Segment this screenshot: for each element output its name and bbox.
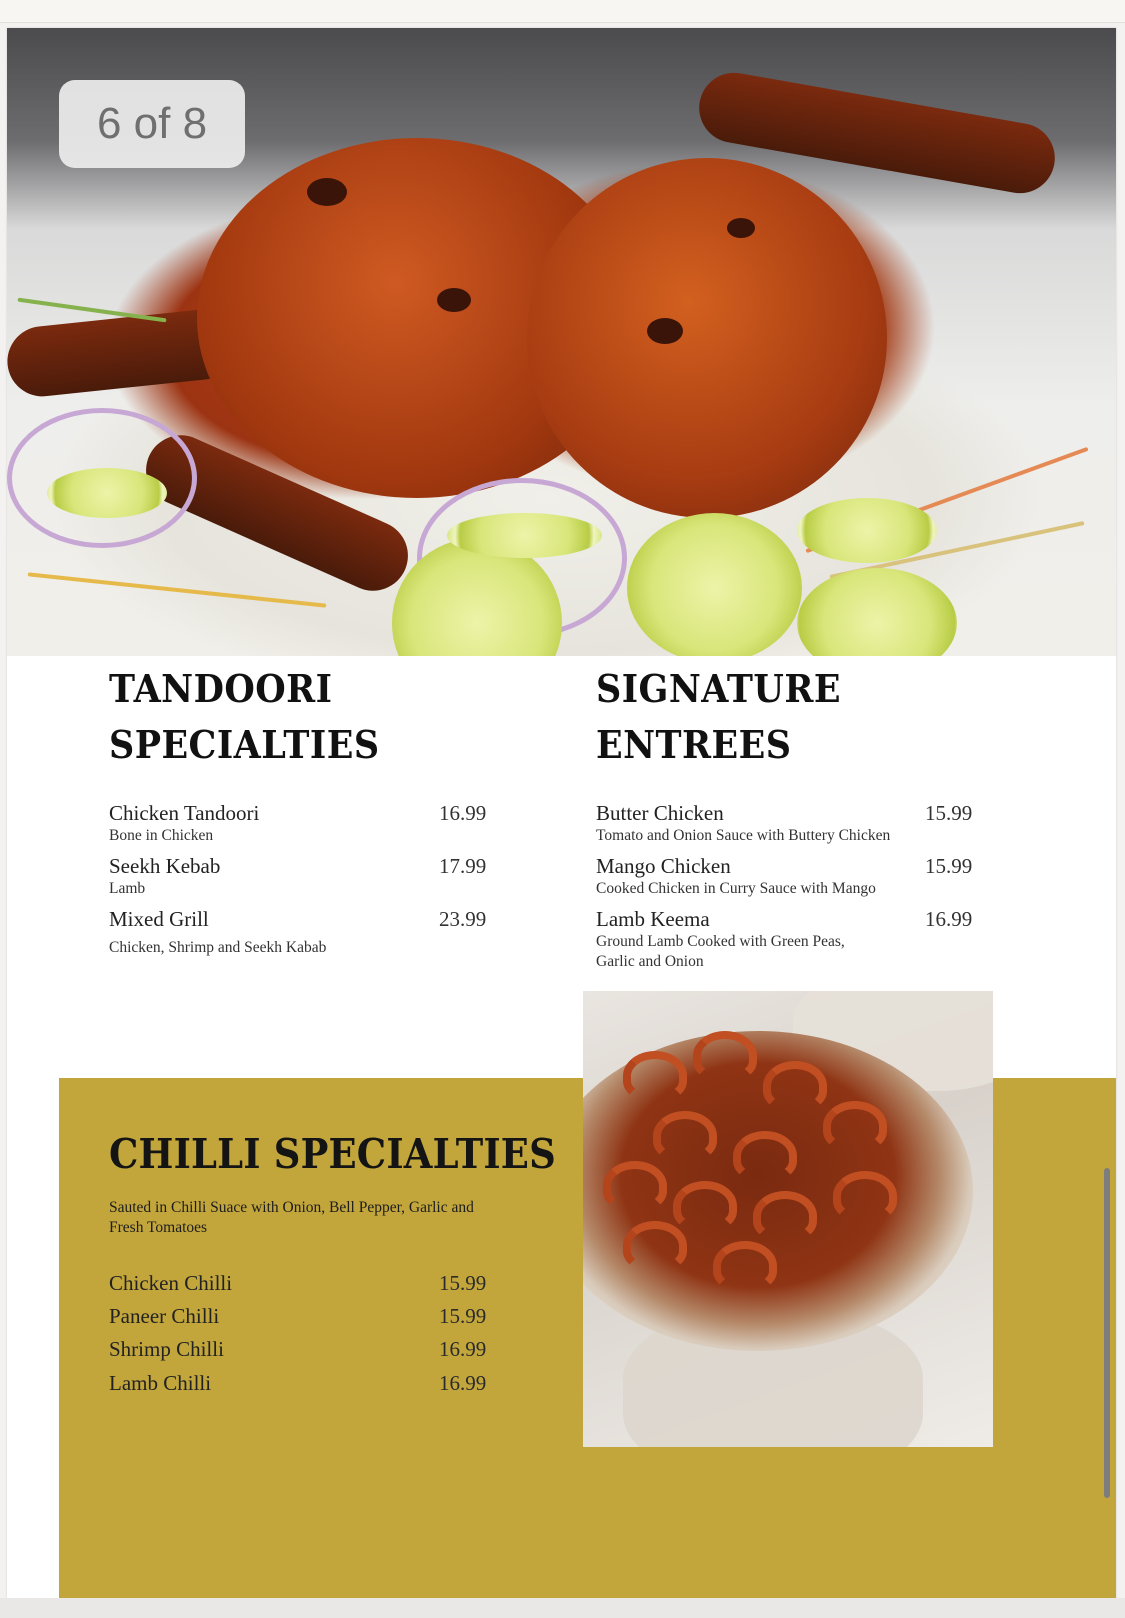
- item-price: 17.99: [439, 854, 487, 878]
- item-name: Butter Chicken: [596, 801, 724, 825]
- signature-section-title: [596, 661, 841, 773]
- tandoori-title-line2: SPECIALTIES: [109, 722, 380, 767]
- menu-item: [109, 800, 259, 846]
- shrimp: [823, 1101, 887, 1151]
- item-description: Lamb: [109, 880, 146, 897]
- chilli-menu-item: [109, 1271, 489, 1301]
- item-price: 16.99: [439, 1371, 487, 1395]
- item-price: 16.99: [439, 801, 487, 825]
- item-name: Seekh Kebab: [109, 854, 221, 878]
- chilli-menu-item: [109, 1304, 489, 1334]
- char-mark: [307, 178, 347, 206]
- shrimp: [763, 1061, 827, 1111]
- lime-slice: [627, 513, 802, 656]
- item-description: Garlic and Onion: [596, 953, 704, 970]
- chilli-shrimp-photo: [583, 991, 993, 1447]
- menu-item: [109, 853, 220, 899]
- chicken-body-right: [527, 158, 887, 518]
- chilli-desc-line2: Fresh Tomatoes: [109, 1219, 208, 1236]
- signature-title-line1: SIGNATURE: [596, 666, 841, 711]
- shrimp: [673, 1181, 737, 1231]
- item-name: Lamb Keema: [596, 907, 710, 931]
- chilli-desc-line1: Sauted in Chilli Suace with Onion, Bell Pepper, Garlic and: [109, 1199, 474, 1216]
- viewer-bottom-bar: [0, 1598, 1125, 1618]
- shrimp: [603, 1161, 667, 1211]
- item-price: 15.99: [925, 801, 973, 825]
- menu-item: [109, 906, 326, 958]
- lime-slice: [447, 513, 602, 558]
- item-price: 15.99: [439, 1304, 487, 1328]
- char-mark: [647, 318, 683, 344]
- signature-title-line2: ENTREES: [596, 722, 792, 767]
- shrimp: [833, 1171, 897, 1221]
- chilli-section-description: [109, 1198, 509, 1238]
- item-name: Chicken Tandoori: [109, 801, 260, 825]
- cabbage-slaw: [28, 572, 327, 607]
- item-name: Chicken Chilli: [109, 1271, 233, 1295]
- item-name: Mango Chicken: [596, 854, 731, 878]
- item-price: 15.99: [439, 1271, 487, 1295]
- item-name: Paneer Chilli: [109, 1304, 220, 1328]
- page-counter-text: 6 of 8: [96, 99, 208, 148]
- tandoori-section-title: [109, 661, 380, 773]
- shrimp: [623, 1221, 687, 1271]
- item-name: Mixed Grill: [109, 907, 209, 931]
- item-name: Shrimp Chilli: [109, 1337, 224, 1361]
- lime-slice: [797, 498, 937, 563]
- viewer-top-bar: [0, 0, 1125, 23]
- page-counter-badge: [59, 80, 245, 168]
- item-description: Tomato and Onion Sauce with Buttery Chicken: [596, 827, 891, 844]
- item-price: 23.99: [439, 907, 487, 931]
- tandoori-title-line1: TANDOORI: [109, 666, 333, 711]
- chilli-menu-item: [109, 1337, 489, 1367]
- shrimp: [713, 1241, 777, 1291]
- item-description: Bone in Chicken: [109, 827, 214, 844]
- item-price: 15.99: [925, 854, 973, 878]
- item-description: Cooked Chicken in Curry Sauce with Mango: [596, 880, 876, 897]
- item-description: Ground Lamb Cooked with Green Peas,: [596, 933, 845, 950]
- tandoori-chicken-photo: [7, 28, 1116, 656]
- menu-page: [7, 28, 1116, 1598]
- shrimp: [623, 1051, 687, 1101]
- menu-item: [596, 800, 890, 846]
- item-name: Lamb Chilli: [109, 1371, 212, 1395]
- item-price: 16.99: [925, 907, 973, 931]
- chilli-menu-item: [109, 1371, 489, 1401]
- vertical-scrollbar[interactable]: [1104, 1168, 1110, 1498]
- item-price: 16.99: [439, 1337, 487, 1361]
- shrimp: [653, 1111, 717, 1161]
- lime-slice: [797, 568, 957, 656]
- lime-slice: [47, 468, 167, 518]
- item-description: Chicken, Shrimp and Seekh Kabab: [109, 939, 327, 956]
- shrimp: [733, 1131, 797, 1181]
- chilli-section-title: CHILLI SPECIALTIES: [109, 1130, 556, 1178]
- char-mark: [437, 288, 471, 312]
- char-mark: [727, 218, 755, 238]
- menu-item: [596, 853, 876, 899]
- menu-item: [596, 906, 845, 972]
- green-onion: [17, 298, 166, 323]
- shrimp: [693, 1031, 757, 1081]
- shrimp: [753, 1191, 817, 1241]
